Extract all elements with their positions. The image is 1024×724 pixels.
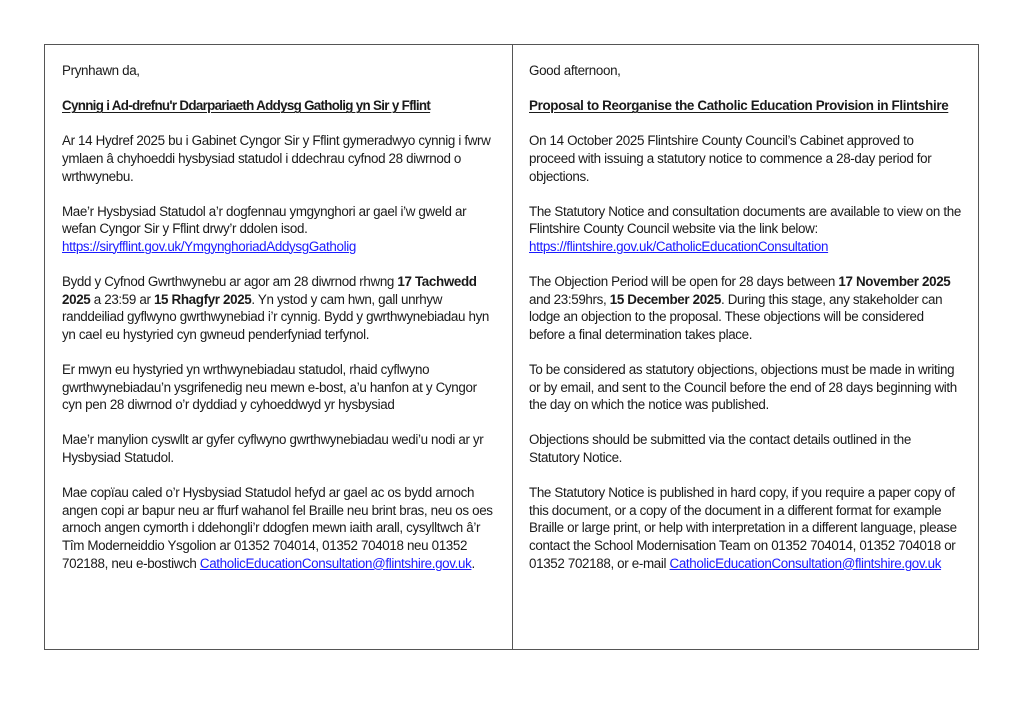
welsh-paragraph-4: Er mwyn eu hystyried yn wrthwynebiadau statudol, rhaid cyflwyno gwrthwynebiadau’n ysgrifenedig neu mewn e-bost, a’u hanfon at y Cyngor cyn pen 28 diwrnod o’r dyddiad y cyhoeddwyd yr hysbysiad	[62, 362, 477, 413]
welsh-paragraph-3-a: Bydd y Cyfnod Gwrthwynebu ar agor am 28 diwrnod rhwng	[62, 274, 398, 290]
english-heading: Proposal to Reorganise the Catholic Education Provision in Flintshire	[529, 98, 949, 114]
welsh-paragraph-6	[62, 484, 496, 572]
welsh-paragraph-2	[62, 203, 496, 256]
welsh-paragraph-3-c: . Yn ystod y cam hwn, gall unrhyw randdeiliad gyflwyno gwrthwynebiad i’r cynnig. Bydd y gwrthwynebiadau hyn yn cael eu hystyried cyn gwneud penderfyniad terfynol.	[62, 291, 490, 342]
welsh-paragraph-3	[62, 273, 496, 343]
welsh-paragraph-5: Mae’r manylion cyswllt ar gyfer cyflwyno gwrthwynebiadau wedi’u nodi ar yr Hysbysiad Statudol.	[62, 432, 484, 466]
welsh-paragraph-1: Ar 14 Hydref 2025 bu i Gabinet Cyngor Sir y Fflint gymeradwyo cynnig i fwrw ymlaen â chyhoeddi hysbysiad statudol i ddechrau cyfnod 28 diwrnod o wrthwynebu.	[62, 133, 491, 184]
english-paragraph-3-b: and 23:59hrs,	[529, 291, 610, 307]
english-column	[513, 45, 978, 649]
welsh-email-link[interactable]: CatholicEducationConsultation@flintshire.gov.uk	[199, 555, 472, 571]
welsh-paragraph-6-text: Mae copïau caled o’r Hysbysiad Statudol hefyd ar gael ac os bydd arnoch angen copi ar bapur neu ar ffurf wahanol fel Braille neu brint bras, neu os oes arnoch angen cymorth i ddehongli’r ddogfen mewn iaith arall, cysylltwch â’r Tîm Moderneiddio Ysgolion ar 01352 704014, 01352 704018 neu 01352 702188, neu e-bostiwch	[62, 485, 493, 571]
english-paragraph-2-text: The Statutory Notice and consultation documents are available to view on the Flintshire County Council website via the link below:	[529, 203, 961, 237]
welsh-column	[45, 45, 513, 649]
english-start-date: 17 November 2025	[838, 274, 951, 290]
welsh-heading: Cynnig i Ad-drefnu'r Ddarpariaeth Addysg Gatholig yn Sir y Fflint	[62, 98, 431, 114]
english-paragraph-6	[529, 484, 962, 572]
english-consultation-link[interactable]: https://flintshire.gov.uk/CatholicEducationConsultation	[529, 238, 829, 254]
english-paragraph-4: To be considered as statutory objections, objections must be made in writing or by email, and sent to the Council before the end of 28 days beginning with the day on which the notice was published.	[529, 362, 957, 413]
welsh-end-date: 15 Rhagfyr 2025	[153, 291, 252, 307]
welsh-consultation-link[interactable]: https://siryfflint.gov.uk/YmgynghoriadAddysgGatholig	[62, 238, 356, 254]
english-paragraph-6-text: The Statutory Notice is published in hard copy, if you require a paper copy of this document, or a copy of the document in a different format for example Braille or large print, or help with interpretation in a different language, please contact the School Modernisation Team on 01352 704014, 01352 704018 or 01352 702188, or e-mail	[529, 485, 957, 571]
welsh-paragraph-3-b: a 23:59 ar	[90, 291, 154, 307]
english-greeting: Good afternoon,	[529, 63, 621, 78]
welsh-start-date: 17 Tachwedd 2025	[62, 274, 477, 307]
english-paragraph-3-c: . During this stage, any stakeholder can lodge an objection to the proposal. These objections will be considered before a final determination takes place.	[529, 291, 943, 342]
welsh-paragraph-6-end: .	[471, 555, 475, 571]
english-paragraph-5: Objections should be submitted via the contact details outlined in the Statutory Notice.	[529, 432, 911, 466]
english-paragraph-3-a: The Objection Period will be open for 28 days between	[529, 274, 839, 290]
english-paragraph-1: On 14 October 2025 Flintshire County Council’s Cabinet approved to proceed with issuing a statutory notice to commence a 28-day period for objections.	[529, 133, 932, 184]
english-paragraph-3	[529, 273, 962, 343]
welsh-paragraph-2-text: Mae’r Hysbysiad Statudol a’r dogfennau ymgynghori ar gael i’w gweld ar wefan Cyngor Sir y Fflint drwy’r ddolen isod.	[62, 203, 467, 237]
english-email-link[interactable]: CatholicEducationConsultation@flintshire.gov.uk	[669, 555, 942, 571]
english-paragraph-2	[529, 203, 962, 256]
english-end-date: 15 December 2025	[609, 291, 721, 307]
bilingual-notice-table	[44, 44, 979, 650]
welsh-greeting: Prynhawn da,	[62, 63, 140, 78]
